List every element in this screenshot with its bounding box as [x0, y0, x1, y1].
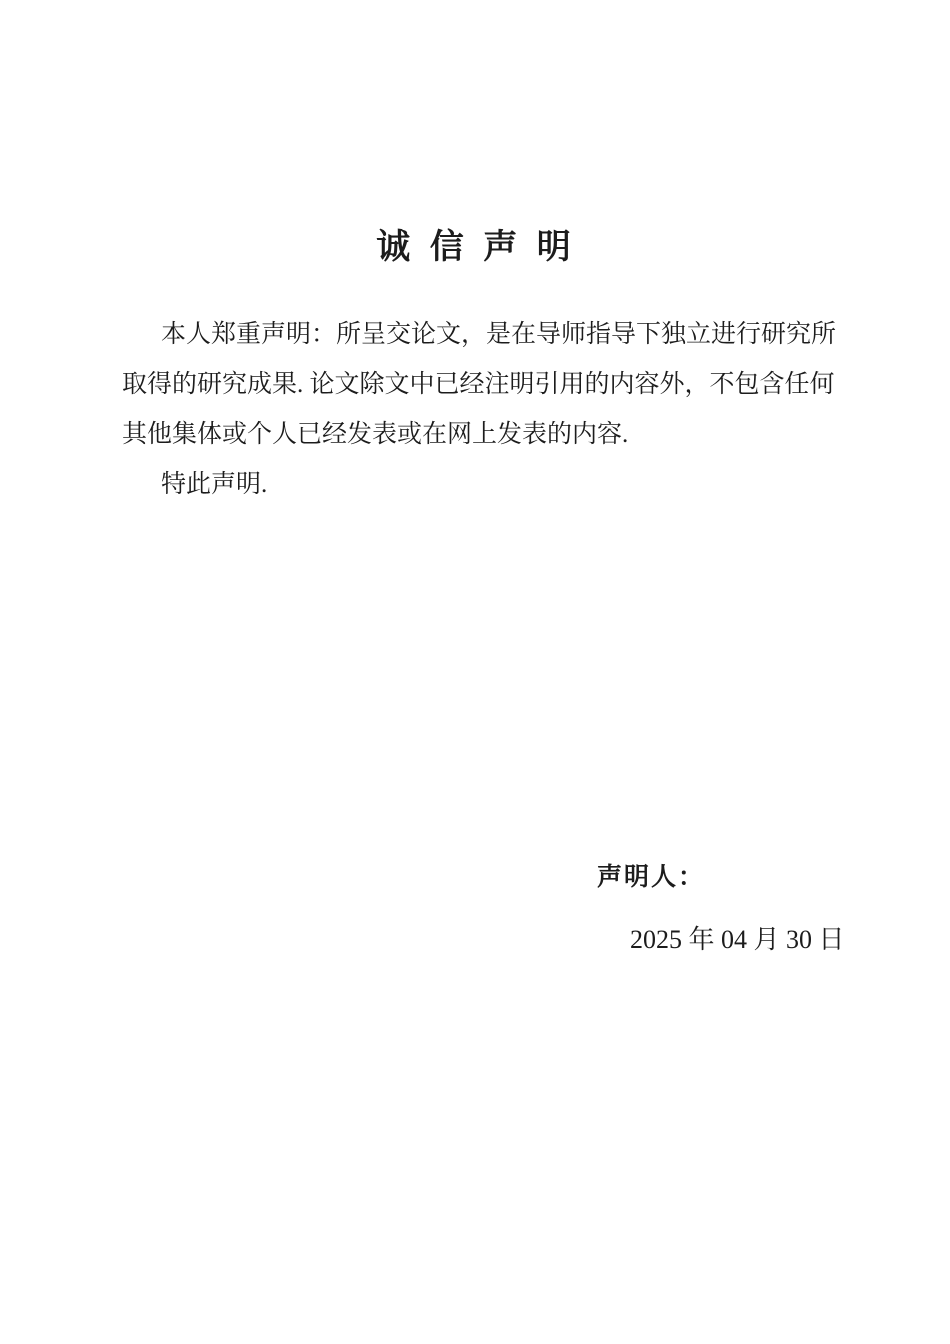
signature-date: 2025 年 04 月 30 日 [630, 925, 845, 954]
signature-label: 声明人： [597, 864, 706, 891]
statement-paragraph [122, 310, 842, 510]
statement-line-1: 本人郑重声明：所呈交论文，是在导师指导下独立进行研究所 [161, 321, 837, 348]
statement-line-2: 取得的研究成果. 论文除文中已经注明引用的内容外，不包含任何 [122, 371, 835, 398]
statement-line-3: 其他集体或个人已经发表或在网上发表的内容. [122, 421, 629, 448]
page-title: 诚 信 声 明 [376, 229, 574, 266]
statement-closing-line: 特此声明. [161, 471, 268, 498]
